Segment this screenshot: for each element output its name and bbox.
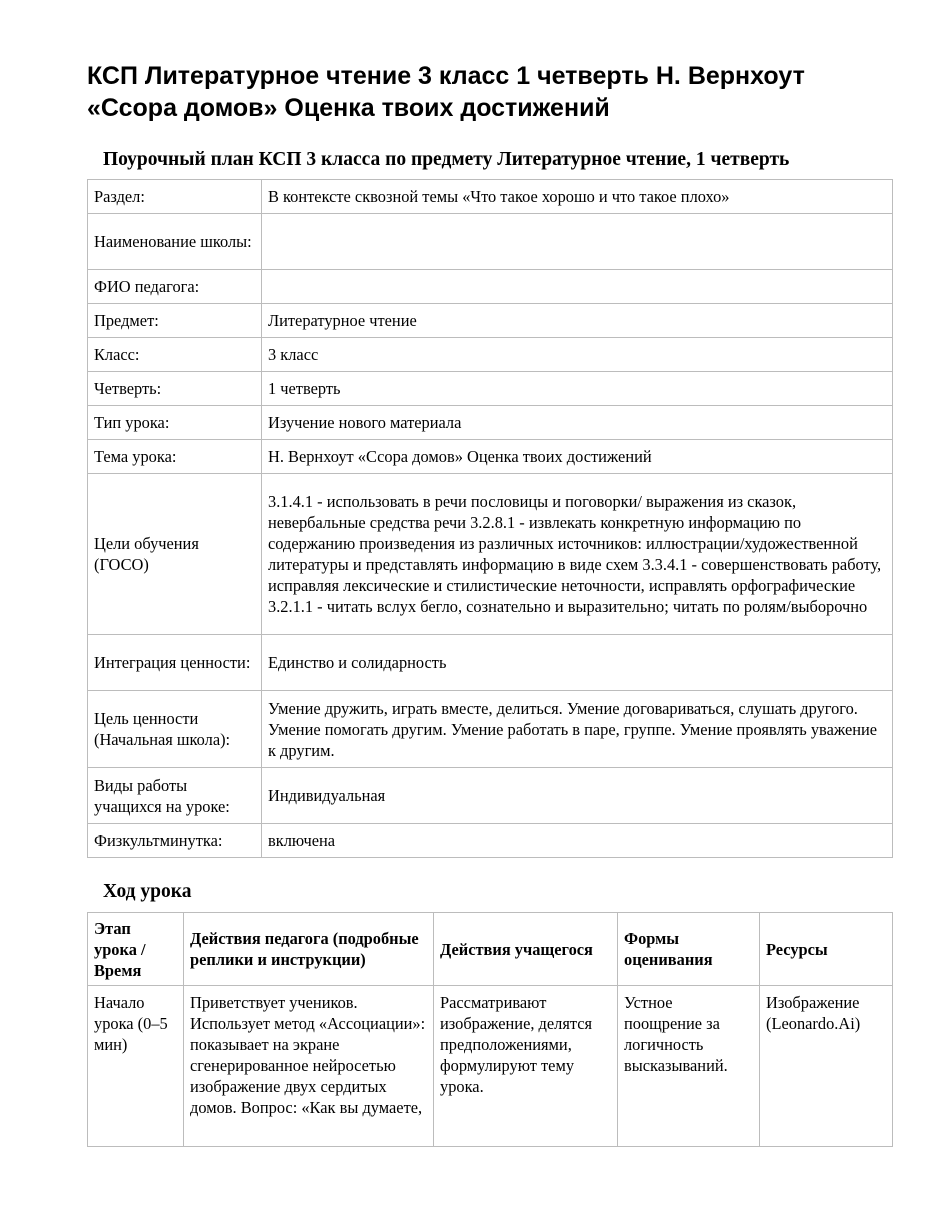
row-label-lesson-type: Тип урока: [88, 406, 262, 440]
row-label-section: Раздел: [88, 180, 262, 214]
cell-teacher-actions: Приветствует учеников. Использует метод «Ассоциации»: показывает на экране сгенерированное нейросетью изображение двух сердитых домов. Вопрос: «Как вы думаете, [184, 986, 434, 1147]
plan-heading: Поурочный план КСП 3 класса по предмету Литературное чтение, 1 четверть [103, 149, 790, 170]
row-value-work-types: Индивидуальная [262, 768, 893, 824]
row-value-section: В контексте сквозной темы «Что такое хорошо и что такое плохо» [262, 180, 893, 214]
row-value-quarter: 1 четверть [262, 372, 893, 406]
row-value-grade: 3 класс [262, 338, 893, 372]
document-title: КСП Литературное чтение 3 класс 1 четверть Н. Вернхоут «Ссора домов» Оценка твоих достижений [87, 62, 805, 122]
row-value-value-goal: Умение дружить, играть вместе, делиться. Умение договариваться, слушать другого. Умение помогать другим. Умение работать в паре, группе. Умение проявлять уважение к другим. [262, 691, 893, 768]
table-row [88, 180, 893, 214]
table-header-row [88, 913, 893, 986]
row-value-physical-break: включена [262, 824, 893, 858]
lesson-flow-heading: Ход урока [103, 881, 192, 902]
row-label-lesson-topic: Тема урока: [88, 440, 262, 474]
table-row [88, 635, 893, 691]
row-label-subject: Предмет: [88, 304, 262, 338]
row-label-work-types: Виды работы учащихся на уроке: [88, 768, 262, 824]
header-assessment: Формы оценивания [618, 913, 760, 986]
row-label-quarter: Четверть: [88, 372, 262, 406]
header-resources: Ресурсы [760, 913, 893, 986]
row-label-value-goal: Цель ценности (Начальная школа): [88, 691, 262, 768]
header-stage: Этап урока / Время [88, 913, 184, 986]
table-row [88, 406, 893, 440]
row-value-subject: Литературное чтение [262, 304, 893, 338]
row-value-lesson-topic: Н. Вернхоут «Ссора домов» Оценка твоих достижений [262, 440, 893, 474]
row-label-learning-goals: Цели обучения (ГОСО) [88, 474, 262, 635]
table-row [88, 338, 893, 372]
lesson-flow-table [87, 912, 893, 1147]
row-value-lesson-type: Изучение нового материала [262, 406, 893, 440]
row-label-grade: Класс: [88, 338, 262, 372]
lesson-info-table [87, 179, 893, 858]
row-label-value-integration: Интеграция ценности: [88, 635, 262, 691]
table-row [88, 372, 893, 406]
table-row [88, 768, 893, 824]
table-row [88, 304, 893, 338]
table-row [88, 986, 893, 1147]
row-label-teacher: ФИО педагога: [88, 270, 262, 304]
cell-student-actions: Рассматривают изображение, делятся предположениями, формулируют тему урока. [434, 986, 618, 1147]
row-value-value-integration: Единство и солидарность [262, 635, 893, 691]
row-label-physical-break: Физкультминутка: [88, 824, 262, 858]
row-value-school [262, 214, 893, 270]
row-value-teacher [262, 270, 893, 304]
cell-assessment: Устное поощрение за логичность высказываний. [618, 986, 760, 1147]
cell-resources: Изображение (Leonardo.Ai) [760, 986, 893, 1147]
table-row [88, 691, 893, 768]
table-row [88, 440, 893, 474]
cell-stage: Начало урока (0–5 мин) [88, 986, 184, 1147]
table-row [88, 214, 893, 270]
header-student-actions: Действия учащегося [434, 913, 618, 986]
row-value-learning-goals: 3.1.4.1 - использовать в речи пословицы и поговорки/ выражения из сказок, невербальные средства речи 3.2.8.1 - извлекать конкретную информацию по содержанию произведения из различных источников: иллюстрации/художественной литературы и представлять информацию в виде схем 3.3.4.1 - совершенствовать работу, исправляя лексические и стилистические неточности, исправлять орфографические 3.2.1.1 - читать вслух бегло, сознательно и выразительно; читать по ролям/выборочно [262, 474, 893, 635]
table-row [88, 270, 893, 304]
table-row [88, 824, 893, 858]
row-label-school: Наименование школы: [88, 214, 262, 270]
table-row [88, 474, 893, 635]
header-teacher-actions: Действия педагога (подробные реплики и инструкции) [184, 913, 434, 986]
